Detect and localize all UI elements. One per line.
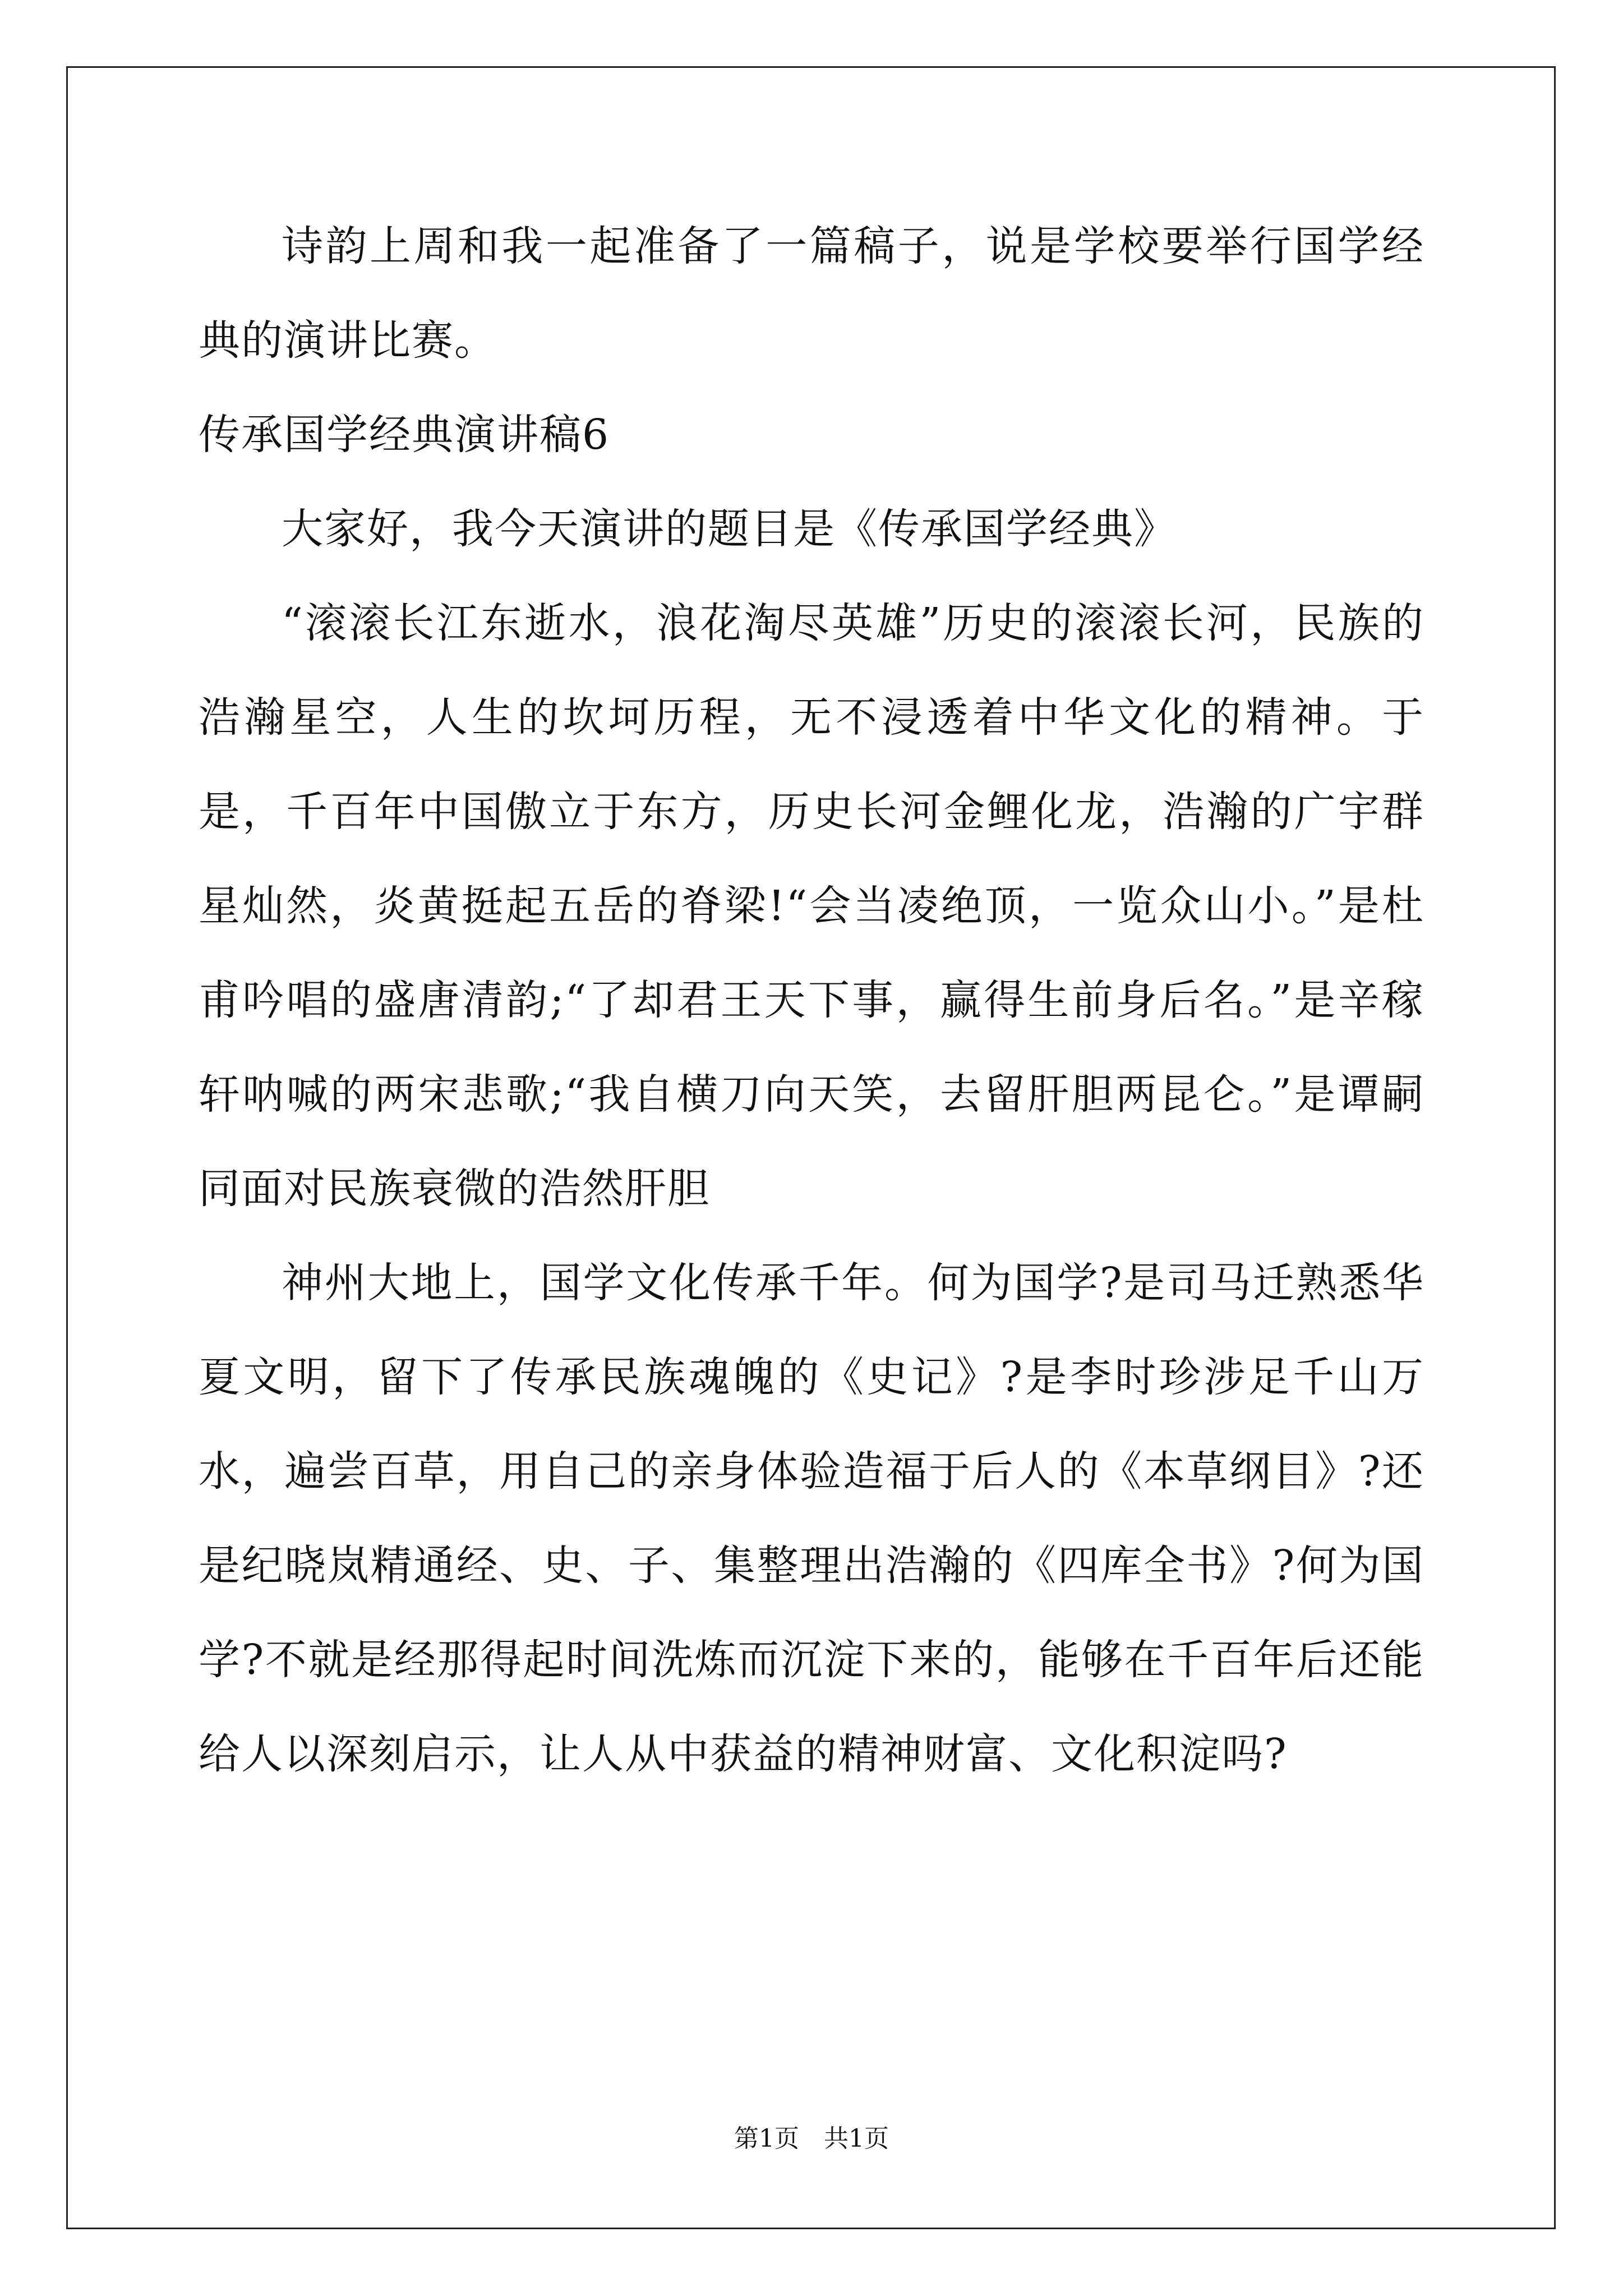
paragraph-history: “滚滚长江东逝水，浪花淘尽英雄”历史的滚滚长河，民族的浩瀚星空，人生的坎坷历程，无不浸透着中华文化的精神。于是，千百年中国傲立于东方，历史长河金鲤化龙，浩瀚的广宇群星灿然，炎黄挺起五岳的脊梁!“会当凌绝顶，一览众山小。”是杜甫吟唱的盛唐清韵;“了却君王天下事，赢得生前身后名。”是辛稼轩呐喊的两宋悲歌;“我自横刀向天笑，去留肝胆两昆仑。”是谭嗣同面对民族衰微的浩然肝胆	[199, 599, 1424, 1213]
paragraph-greeting: 大家好，我今天演讲的题目是《传承国学经典》	[282, 505, 1177, 553]
paragraph-guoxue: 神州大地上，国学文化传承千年。何为国学?是司马迁熟悉华夏文明，留下了传承民族魂魄的《史记》?是李时珍涉足千山万水，遍尝百草，用自己的亲身体验造福于后人的《本草纲目》?还是纪晓岚精通经、史、子、集整理出浩瀚的《四库全书》?何为国学?不就是经那得起时间洗炼而沉淀下来的，能够在千百年后还能给人以深刻启示，让人从中获益的精神财富、文化积淀吗?	[199, 1259, 1424, 1778]
page-number-footer: 第1页 共1页	[734, 2124, 889, 2153]
paragraph-1: 诗韵上周和我一起准备了一篇稿子，说是学校要举行国学经典的演讲比赛。	[199, 222, 1424, 365]
section-heading: 传承国学经典演讲稿6	[199, 411, 610, 459]
document-body	[199, 199, 1424, 1801]
